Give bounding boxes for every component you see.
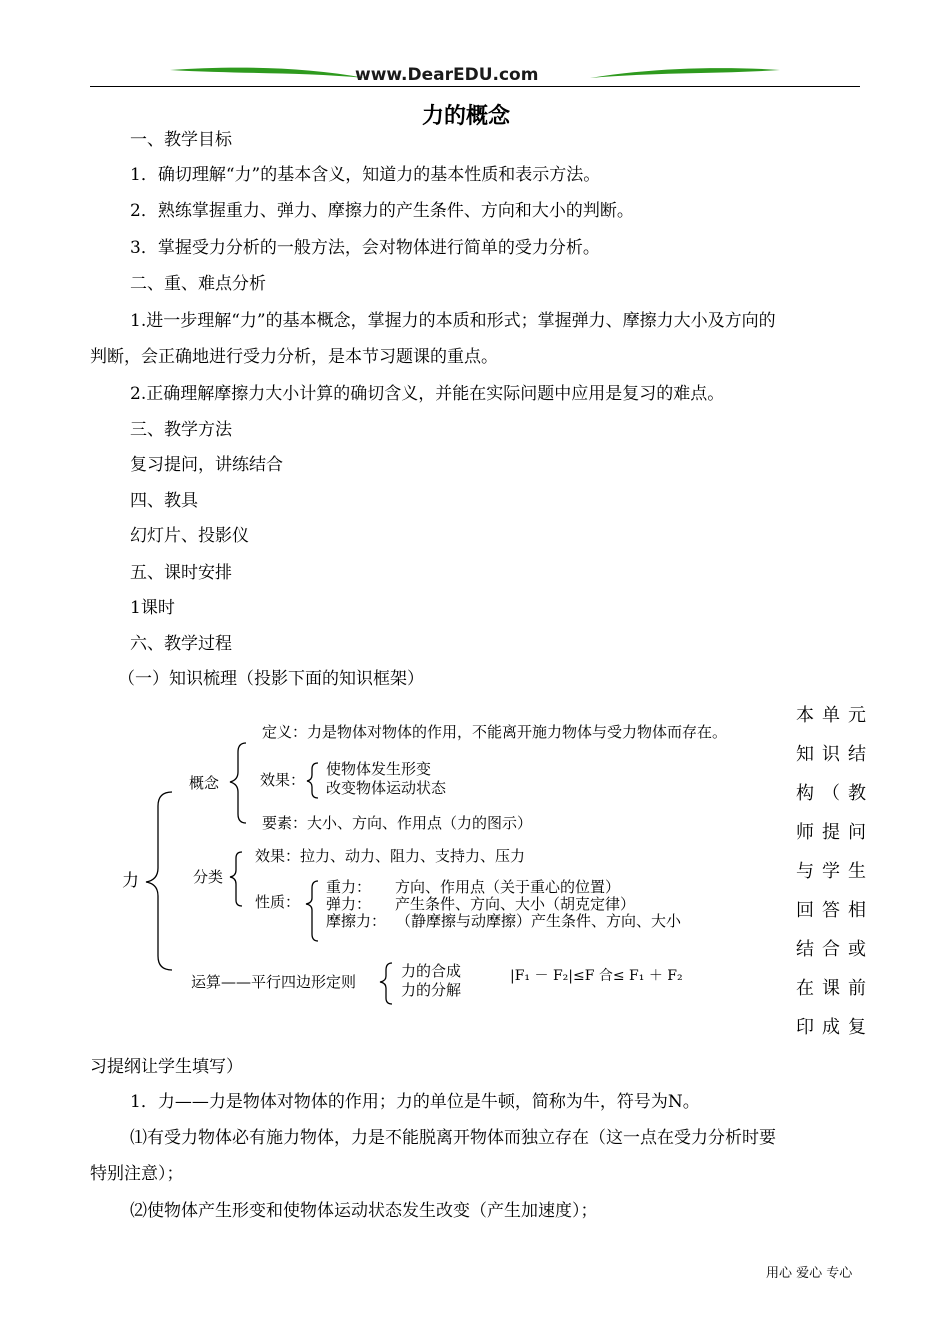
side-note-line: 印成复 [796,1017,874,1038]
side-note-line: 在课前 [796,978,874,999]
diagram-operation: 运算——平行四边形定则 [191,973,357,991]
paragraph: 2.正确理解摩擦力大小计算的确切含义，并能在实际问题中应用是复习的难点。 [130,384,725,404]
paragraph: 习提纲让学生填写） [90,1057,243,1077]
diagram-nature-desc: （静摩擦与动摩擦）产生条件、方向、大小 [396,912,682,930]
paragraph: 3．掌握受力分析的一般方法，会对物体进行简单的受力分析。 [130,238,600,258]
diagram-nature-desc: 产生条件、方向、大小（胡克定律） [395,895,636,913]
heading-methods: 三、教学方法 [130,420,232,440]
diagram-concept: 概念 [189,774,220,792]
diagram-definition: 定义：力是物体对物体的作用，不能离开施力物体与受力物体而存在。 [262,723,728,741]
diagram-by-effect: 效果：拉力、动力、阻力、支持力、压力 [255,847,526,865]
paragraph: ⑴有受力物体必有施力物体，力是不能脱离开物体而独立存在（这一点在受力分析时要 [130,1128,776,1148]
diagram-effect-label: 效果： [260,771,306,789]
header-site-logo: www.DearEDU.com [355,65,539,85]
paragraph: 1课时 [130,598,175,618]
side-note-line: 本单元 [796,705,874,726]
paragraph: 2．熟练掌握重力、弹力、摩擦力的产生条件、方向和大小的判断。 [130,201,634,221]
paragraph: 判断，会正确地进行受力分析，是本节习题课的重点。 [90,347,498,367]
page-footer: 用心 爱心 专心 [766,1266,853,1281]
heading-schedule: 五、课时安排 [130,563,232,583]
heading-objectives: 一、教学目标 [130,130,232,150]
paragraph: 1.进一步理解“力”的基本概念，掌握力的本质和形式；掌握弹力、摩擦力大小及方向的 [130,311,776,331]
side-note-line: 与学生 [796,861,874,882]
diagram-elements: 要素：大小、方向、作用点（力的图示） [262,814,533,832]
paragraph: 复习提问，讲练结合 [130,455,283,475]
side-note-line: 构（教 [796,783,874,804]
diagram-operation-item: 力的分解 [401,981,462,999]
side-note-line: 回答相 [796,900,874,921]
side-note-line: 知识结 [796,744,874,765]
side-note-line: 结合或 [796,939,874,960]
heading-tools: 四、教具 [130,491,198,511]
diagram-nature-label: 性质： [255,893,301,911]
diagram-nature-name: 摩擦力： [326,912,387,930]
paragraph: 1．力——力是物体对物体的作用；力的单位是牛顿，简称为牛，符号为N。 [130,1092,700,1112]
paragraph: 特别注意）； [90,1164,184,1184]
paragraph: 1．确切理解“力”的基本含义，知道力的基本性质和表示方法。 [130,165,601,185]
diagram-formula: |F₁ － F₂|≤F 合≤ F₁ ＋ F₂ [510,968,683,984]
diagram-braces [0,0,800,300]
paragraph: ⑵使物体产生形变和使物体运动状态发生改变（产生加速度）； [130,1201,598,1221]
side-note-line: 师提问 [796,822,874,843]
diagram-operation-item: 力的合成 [401,962,462,980]
diagram-root: 力 [122,871,139,891]
diagram-nature-desc: 方向、作用点（关于重心的位置） [395,878,621,896]
heading-process: 六、教学过程 [130,634,232,654]
page-title: 力的概念 [422,104,511,129]
paragraph: 幻灯片、投影仪 [130,526,249,546]
diagram-effect-item: 改变物体运动状态 [326,779,447,797]
diagram-effect-item: 使物体发生形变 [326,760,432,778]
subheading-knowledge: （一）知识梳理（投影下面的知识框架） [118,669,424,689]
diagram-nature-name: 重力： [326,878,372,896]
diagram-classification: 分类 [193,868,224,886]
heading-key-points: 二、重、难点分析 [130,274,266,294]
diagram-nature-name: 弹力： [326,895,372,913]
